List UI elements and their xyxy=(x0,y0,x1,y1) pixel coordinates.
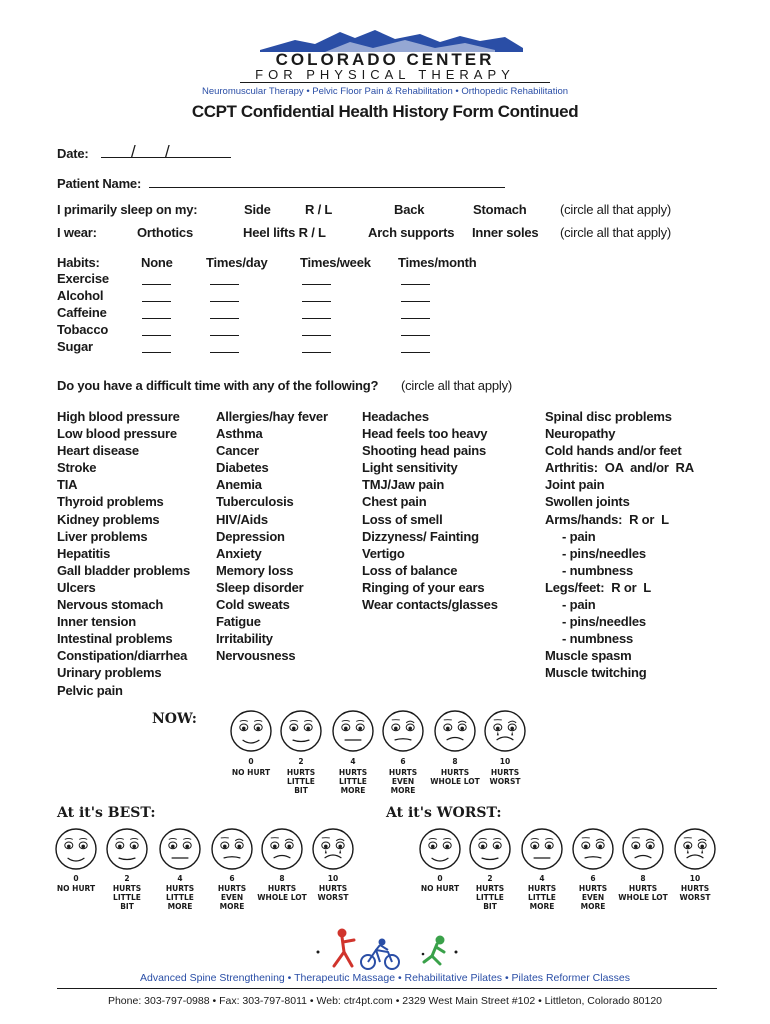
face-label-line: NO HURT xyxy=(420,884,460,893)
face-label-line: BIT xyxy=(483,902,497,911)
face-label-line: HURTS xyxy=(286,768,316,777)
condition-item: Anxiety xyxy=(216,545,262,561)
date-label: Date: xyxy=(57,146,89,161)
face-label-line: WHOLE LOT xyxy=(430,777,480,786)
condition-item: Wear contacts/glasses xyxy=(362,597,498,613)
worst-face-label xyxy=(514,884,570,911)
pain-face-icon xyxy=(621,827,665,871)
pain-face-icon xyxy=(279,709,323,753)
now-face-label xyxy=(373,768,433,795)
conditions-column-2 xyxy=(216,408,328,664)
pain-level-number: 4 xyxy=(177,874,183,883)
habit-blank-line xyxy=(210,335,239,336)
pain-face-icon xyxy=(229,709,273,753)
habit-blank-line xyxy=(210,301,239,302)
face-label-line: EVEN xyxy=(391,777,415,786)
habits-col-week: Times/week xyxy=(300,255,371,270)
habit-blank-line xyxy=(210,284,239,285)
condition-item: - numbness xyxy=(545,562,634,578)
best-face-label xyxy=(152,884,208,911)
condition-item: Head feels too heavy xyxy=(362,426,488,442)
now-face-label xyxy=(271,768,331,795)
condition-item: Memory loss xyxy=(216,562,294,578)
sleep-label: I primarily sleep on my: xyxy=(57,202,198,217)
face-label-line: HURTS xyxy=(628,884,658,893)
worst-label: At it's WORST: xyxy=(386,805,502,821)
habit-blank-line xyxy=(401,318,430,319)
face-label-line: HURTS xyxy=(318,884,348,893)
pain-level-number: 6 xyxy=(590,874,596,883)
face-label-line: WHOLE LOT xyxy=(257,893,307,902)
wear-arch-supports: Arch supports xyxy=(368,225,455,240)
habit-blank-line xyxy=(401,284,430,285)
pain-face-icon xyxy=(158,827,202,871)
face-label-line: LITTLE xyxy=(166,893,194,902)
habits-col-none: None xyxy=(141,255,173,270)
condition-item: Urinary problems xyxy=(57,665,162,681)
face-label-line: EVEN xyxy=(220,893,244,902)
pain-face-icon xyxy=(468,827,512,871)
condition-item: TMJ/Jaw pain xyxy=(362,477,445,493)
best-face-label xyxy=(305,884,361,902)
difficulty-note: (circle all that apply) xyxy=(401,378,512,393)
face-label-line: HURTS xyxy=(440,768,470,777)
pain-level-number: 0 xyxy=(248,757,254,766)
now-label: NOW: xyxy=(152,711,197,727)
condition-item: Anemia xyxy=(216,477,262,493)
cyclist-icon xyxy=(361,940,399,970)
pain-face-icon xyxy=(483,709,527,753)
habit-row-label: Alcohol xyxy=(57,288,104,304)
face-label-line: HURTS xyxy=(680,884,710,893)
face-label-line: MORE xyxy=(340,786,366,795)
condition-item: Inner tension xyxy=(57,614,137,630)
condition-item: Arms/hands: R or L xyxy=(545,511,669,527)
condition-item: Fatigue xyxy=(216,614,261,630)
conditions-column-4 xyxy=(545,408,694,682)
exercise-figures xyxy=(310,928,470,972)
face-label-line: HURTS xyxy=(578,884,608,893)
face-label-line: BIT xyxy=(294,786,308,795)
date-separator: / xyxy=(131,142,136,161)
wear-orthotics: Orthotics xyxy=(137,225,193,240)
pain-level-number: 0 xyxy=(437,874,443,883)
form-title: CCPT Confidential Health History Form Continued xyxy=(191,102,579,121)
pain-level-number: 2 xyxy=(124,874,130,883)
face-label-line: LITTLE xyxy=(528,893,556,902)
face-label-line: LITTLE xyxy=(113,893,141,902)
condition-item: Intestinal problems xyxy=(57,631,173,647)
face-label-line: LITTLE xyxy=(287,777,315,786)
conditions-column-3 xyxy=(362,408,498,613)
habit-row-label: Sugar xyxy=(57,339,93,355)
habit-blank-line xyxy=(142,301,171,302)
condition-item: Constipation/diarrhea xyxy=(57,648,188,664)
pain-face-icon xyxy=(210,827,254,871)
condition-item: Asthma xyxy=(216,426,263,442)
condition-item: Nervous stomach xyxy=(57,597,164,613)
mountain-logo xyxy=(255,28,525,52)
condition-item: Thyroid problems xyxy=(57,494,164,510)
habit-blank-line xyxy=(302,284,331,285)
condition-item: Muscle twitching xyxy=(545,665,647,681)
condition-item: Heart disease xyxy=(57,443,139,459)
condition-item: Cold sweats xyxy=(216,597,290,613)
condition-item: Pelvic pain xyxy=(57,682,123,698)
habit-blank-line xyxy=(142,335,171,336)
pain-level-number: 4 xyxy=(350,757,356,766)
face-label-line: EVEN xyxy=(581,893,605,902)
face-label-line: HURTS xyxy=(527,884,557,893)
condition-item: Ulcers xyxy=(57,579,96,595)
condition-item: - numbness xyxy=(545,631,634,647)
face-label-line: MORE xyxy=(580,902,606,911)
face-label-line: MORE xyxy=(219,902,245,911)
pain-level-number: 8 xyxy=(279,874,285,883)
face-label-line: HURTS xyxy=(490,768,520,777)
habit-blank-line xyxy=(302,318,331,319)
pain-face-icon xyxy=(418,827,462,871)
condition-item: Joint pain xyxy=(545,477,605,493)
face-label-line: WHOLE LOT xyxy=(618,893,668,902)
pain-level-number: 8 xyxy=(640,874,646,883)
habits-col-day: Times/day xyxy=(206,255,268,270)
condition-item: - pain xyxy=(545,528,596,544)
pain-level-number: 10 xyxy=(689,874,701,883)
pain-level-number: 10 xyxy=(499,757,511,766)
condition-item: Allergies/hay fever xyxy=(216,409,328,424)
wear-heel-lifts: Heel lifts R / L xyxy=(243,225,326,240)
pain-level-number: 8 xyxy=(452,757,458,766)
face-label-line: WORST xyxy=(317,893,349,902)
condition-item: Muscle spasm xyxy=(545,648,632,664)
patient-name-label: Patient Name: xyxy=(57,176,142,191)
worst-face-label xyxy=(412,884,468,893)
face-label-line: WORST xyxy=(489,777,521,786)
condition-item: Spinal disc problems xyxy=(545,409,672,424)
worst-face-label xyxy=(667,884,723,902)
habit-blank-line xyxy=(401,335,430,336)
condition-item: Gall bladder problems xyxy=(57,562,191,578)
logo-rule xyxy=(240,82,550,83)
pain-level-number: 2 xyxy=(298,757,304,766)
date-separator: / xyxy=(165,142,170,161)
habit-blank-line xyxy=(142,318,171,319)
condition-item: Arthritis: OA and/or RA xyxy=(545,460,694,476)
pain-face-icon xyxy=(331,709,375,753)
condition-item: - pain xyxy=(545,597,596,613)
condition-item: Kidney problems xyxy=(57,511,160,527)
face-label-line: NO HURT xyxy=(56,884,96,893)
face-label-line: HURTS xyxy=(388,768,418,777)
pain-face-icon xyxy=(260,827,304,871)
condition-item: Sleep disorder xyxy=(216,579,304,595)
condition-item: - pins/needles xyxy=(545,545,646,561)
services-line: Advanced Spine Strengthening • Therapeutic Massage • Rehabilitative Pilates • Pilates Reformer Classes xyxy=(139,972,630,984)
habits-label: Habits: xyxy=(57,255,100,270)
face-label-line: MORE xyxy=(390,786,416,795)
condition-item: Headaches xyxy=(362,409,429,424)
condition-item: - pins/needles xyxy=(545,614,646,630)
habit-blank-line xyxy=(142,284,171,285)
habit-row-label: Caffeine xyxy=(57,305,107,321)
pain-face-icon xyxy=(673,827,717,871)
condition-item: Dizzyness/ Fainting xyxy=(362,528,479,544)
sleep-back: Back xyxy=(394,202,425,217)
runner-icon xyxy=(424,937,444,964)
condition-item: Depression xyxy=(216,528,285,544)
habit-blank-line xyxy=(302,335,331,336)
difficulty-question: Do you have a difficult time with any of the following? xyxy=(57,378,379,393)
habit-row-label: Exercise xyxy=(57,271,109,286)
habits-col-month: Times/month xyxy=(398,255,477,270)
condition-item: Legs/feet: R or L xyxy=(545,579,651,595)
condition-item: HIV/Aids xyxy=(216,511,268,527)
face-label-line: HURTS xyxy=(112,884,142,893)
condition-item: Light sensitivity xyxy=(362,460,458,476)
condition-item: Hepatitis xyxy=(57,545,111,561)
face-label-line: HURTS xyxy=(267,884,297,893)
condition-item: Irritability xyxy=(216,631,273,647)
condition-item: Liver problems xyxy=(57,528,148,544)
condition-item: Diabetes xyxy=(216,460,269,476)
pain-level-number: 6 xyxy=(229,874,235,883)
pain-face-icon xyxy=(311,827,355,871)
sleep-note: (circle all that apply) xyxy=(560,202,671,217)
pain-level-number: 0 xyxy=(73,874,79,883)
footer-rule xyxy=(57,988,717,989)
now-face-label xyxy=(475,768,535,786)
habit-row-label: Tobacco xyxy=(57,322,109,338)
best-face-label xyxy=(204,884,260,911)
condition-item: Tuberculosis xyxy=(216,494,294,510)
sleep-stomach: Stomach xyxy=(473,202,527,217)
best-face-label xyxy=(254,884,310,902)
wear-inner-soles: Inner soles xyxy=(472,225,539,240)
face-label-line: NO HURT xyxy=(231,768,271,777)
condition-item: Ringing of your ears xyxy=(362,579,485,595)
condition-item: Shooting head pains xyxy=(362,443,487,459)
sleep-rl: R / L xyxy=(305,202,333,217)
habit-blank-line xyxy=(210,352,239,353)
condition-item: Cold hands and/or feet xyxy=(545,443,682,459)
condition-item: Loss of balance xyxy=(362,562,458,578)
face-label-line: BIT xyxy=(120,902,134,911)
face-label-line: HURTS xyxy=(475,884,505,893)
best-face-label xyxy=(48,884,104,893)
face-label-line: MORE xyxy=(167,902,193,911)
pain-face-icon xyxy=(381,709,425,753)
habit-blank-line xyxy=(210,318,239,319)
pain-face-icon xyxy=(520,827,564,871)
condition-item: Low blood pressure xyxy=(57,426,177,442)
logo-name: COLORADO CENTER xyxy=(275,50,495,69)
pilates-figure-icon xyxy=(334,930,354,966)
pain-face-icon xyxy=(54,827,98,871)
worst-face-label xyxy=(565,884,621,911)
pain-level-number: 6 xyxy=(400,757,406,766)
tagline: Neuromuscular Therapy • Pelvic Floor Pain & Rehabilitation • Orthopedic Rehabilitation xyxy=(201,86,569,97)
condition-item: Nervousness xyxy=(216,648,296,664)
face-label-line: HURTS xyxy=(165,884,195,893)
pain-level-number: 4 xyxy=(539,874,545,883)
conditions-column-1 xyxy=(57,408,190,699)
wear-label: I wear: xyxy=(57,225,97,240)
contact-line: Phone: 303-797-0988 • Fax: 303-797-8011 • Web: ctr4pt.com • 2329 West Main Street #102 • Littleton, Colorado 80120 xyxy=(107,995,663,1007)
worst-face-label xyxy=(462,884,518,911)
habit-blank-line xyxy=(302,352,331,353)
best-face-label xyxy=(99,884,155,911)
patient-name-line xyxy=(149,187,505,188)
condition-item: Cancer xyxy=(216,443,259,459)
face-label-line: LITTLE xyxy=(476,893,504,902)
condition-item: Swollen joints xyxy=(545,494,630,510)
pain-face-icon xyxy=(105,827,149,871)
condition-item: High blood pressure xyxy=(57,409,180,424)
logo-subtitle: FOR PHYSICAL THERAPY xyxy=(255,67,515,82)
condition-item: Neuropathy xyxy=(545,426,616,442)
habit-blank-line xyxy=(302,301,331,302)
pain-face-icon xyxy=(433,709,477,753)
wear-note: (circle all that apply) xyxy=(560,225,671,240)
condition-item: Vertigo xyxy=(362,545,405,561)
face-label-line: HURTS xyxy=(217,884,247,893)
pain-level-number: 2 xyxy=(487,874,493,883)
habit-blank-line xyxy=(142,352,171,353)
face-label-line: LITTLE xyxy=(339,777,367,786)
condition-item: Loss of smell xyxy=(362,511,443,527)
face-label-line: MORE xyxy=(529,902,555,911)
condition-item: Stroke xyxy=(57,460,97,476)
pain-face-icon xyxy=(571,827,615,871)
condition-item: Chest pain xyxy=(362,494,427,510)
worst-face-label xyxy=(615,884,671,902)
face-label-line: HURTS xyxy=(338,768,368,777)
habit-blank-line xyxy=(401,301,430,302)
condition-item: TIA xyxy=(57,477,78,493)
best-label: At it's BEST: xyxy=(57,805,156,821)
face-label-line: WORST xyxy=(679,893,711,902)
sleep-side: Side xyxy=(244,202,271,217)
pain-level-number: 10 xyxy=(327,874,339,883)
habit-blank-line xyxy=(401,352,430,353)
